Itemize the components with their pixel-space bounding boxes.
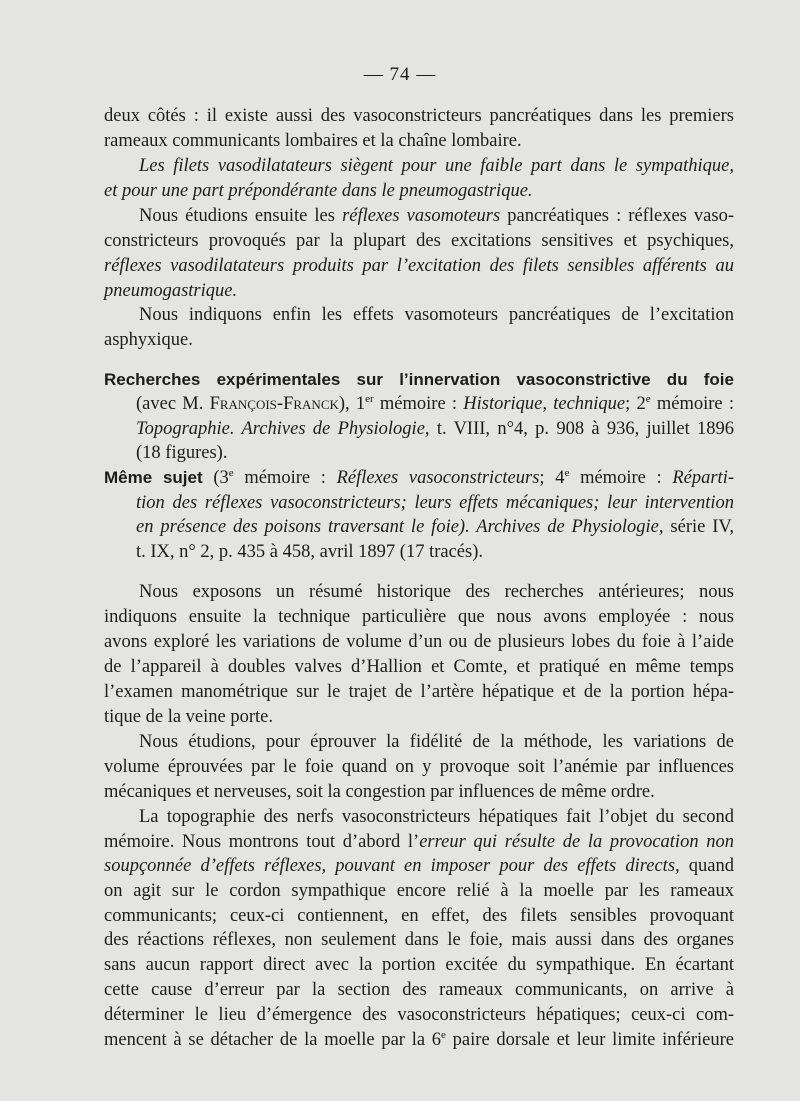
text-segment: (3	[202, 468, 229, 488]
text-segment: e	[441, 1028, 446, 1041]
text-line	[136, 441, 734, 465]
text-segment: communicants; ceux-ci contiennent, en effet, des filets sensibles provoquant	[104, 906, 734, 926]
text-line	[136, 540, 734, 564]
text-segment: on agit sur le cordon sympathique encore relié à la moelle par les rameaux	[104, 881, 734, 901]
text-line	[104, 605, 734, 629]
text-segment: Topographie. Archives de Physiologie,	[136, 419, 430, 439]
text-segment: Historique, technique	[463, 394, 626, 414]
text-segment: constricteurs provoqués par la plupart des excitations sensitives et psychiques,	[104, 231, 734, 251]
text-segment: Même sujet	[104, 468, 203, 487]
text-segment: rameaux communicants lombaires et la chaîne lombaire.	[104, 131, 522, 151]
text-segment: l’examen manométrique sur le trajet de l’artère hépatique et de la portion hépa-	[104, 682, 734, 702]
text-segment: Réflexes vasoconstricteurs	[336, 468, 540, 488]
text-segment: pneumogastrique.	[104, 281, 238, 301]
text-line	[104, 179, 734, 203]
text-segment: ; 4	[539, 468, 565, 488]
text-segment: déterminer le lieu d’émergence des vasoconstricteurs hépatiques; ceux-ci com-	[104, 1005, 734, 1025]
text-segment: en présence des poisons traversant le foie). Archives de Physiologie,	[136, 517, 664, 537]
text-line	[139, 204, 734, 228]
text-segment: Réparti-	[672, 468, 734, 488]
text-segment: mémoire :	[650, 394, 734, 414]
text-segment: série IV,	[663, 517, 735, 537]
text-line	[104, 104, 734, 128]
text-line	[104, 328, 734, 352]
text-segment: er	[365, 392, 374, 405]
text-line	[136, 417, 734, 441]
text-segment: tion des réflexes vasoconstricteurs; leurs effets mécaniques; leur intervention	[136, 493, 734, 513]
text-line	[139, 580, 734, 604]
text-line	[104, 680, 734, 704]
text-segment: asphyxique.	[104, 330, 193, 350]
text-segment: t. VIII, n°4, p. 908 à 936, juillet 1896	[429, 419, 734, 439]
text-segment: pancréatiques : réflexes vaso-	[500, 206, 735, 226]
text-segment: Les filets vasodilatateurs siègent pour une faible part dans le sympathique,	[139, 156, 734, 176]
text-segment: e	[645, 392, 651, 405]
text-line	[139, 805, 734, 829]
text-segment: mémoire :	[569, 468, 673, 488]
text-segment: (avec M.	[136, 394, 210, 414]
text-line	[104, 879, 734, 903]
text-segment: François-Franck	[209, 394, 339, 414]
text-segment: des réactions réflexes, non seulement dans le foie, mais aussi dans des organes	[104, 930, 734, 950]
text-line	[104, 780, 734, 804]
text-line	[136, 392, 734, 416]
text-line	[139, 730, 734, 754]
text-segment: ; 2	[625, 394, 646, 414]
text-segment: de l’appareil à doubles valves d’Hallion et Comte, et pratiqué en même temps	[104, 657, 734, 677]
text-line	[104, 830, 734, 854]
text-segment: quand	[679, 856, 734, 876]
text-segment: Recherches expérimentales sur l’innervation vasoconstrictive du foie	[104, 370, 734, 389]
text-segment: sans aucun rapport direct avec la portion excitée du sympathique. En écartant	[104, 955, 734, 975]
text-segment: mémoire. Nous montrons tout d’abord l’	[104, 832, 420, 852]
text-segment: e	[228, 466, 234, 479]
text-line	[104, 705, 734, 729]
text-line	[104, 466, 734, 490]
text-line	[136, 491, 734, 515]
text-segment: tique de la veine porte.	[104, 707, 274, 727]
text-line	[139, 154, 734, 178]
text-line	[104, 854, 734, 878]
text-line	[104, 1028, 734, 1052]
text-segment: Nous indiquons enfin les effets vasomoteurs pancréatiques de l’excitation	[139, 305, 734, 325]
text-segment: avons exploré les variations de volume d’un ou de plusieurs lobes du foie à l’aide	[104, 632, 734, 652]
text-segment: Nous exposons un résumé historique des recherches antérieures; nous	[139, 582, 734, 602]
text-segment: paire dorsale et leur limite inférieure	[445, 1030, 734, 1050]
text-segment: mécaniques et nerveuses, soit la congestion par influences de même ordre.	[104, 782, 655, 802]
text-segment: soupçonnée d’effets réflexes, pouvant en imposer pour des effets directs,	[104, 856, 680, 876]
text-line	[104, 229, 734, 253]
text-segment: t. IX, n° 2, p. 435 à 458, avril 1897 (17 tracés).	[136, 542, 484, 562]
text-segment: cette cause d’erreur par la section des rameaux communicants, on arrive à	[104, 980, 734, 1000]
text-segment: ), 1	[338, 394, 366, 414]
text-line	[104, 254, 734, 278]
text-line	[104, 755, 734, 779]
text-segment: et pour une part prépondérante dans le pneumogastrique.	[104, 181, 533, 201]
text-segment: mencent à se détacher de la moelle par la 6	[104, 1030, 442, 1050]
text-line	[104, 953, 734, 977]
text-line	[104, 630, 734, 654]
text-segment: (18 figures).	[136, 443, 228, 463]
text-line	[139, 303, 734, 327]
text-segment: Nous étudions, pour éprouver la fidélité de la méthode, les variations de	[139, 732, 734, 752]
text-segment: deux côtés : il existe aussi des vasoconstricteurs pancréatiques dans les premiers	[104, 106, 734, 126]
text-line	[136, 515, 734, 539]
text-segment: Nous étudions ensuite les	[139, 206, 343, 226]
text-segment: réflexes vasodilatateurs produits par l’excitation des filets sensibles afférents au	[104, 256, 734, 276]
text-segment: mémoire :	[233, 468, 337, 488]
text-segment: réflexes vasomoteurs	[342, 206, 501, 226]
text-segment: erreur qui résulte de la provocation non	[419, 832, 734, 852]
text-segment: e	[564, 466, 570, 479]
text-line	[104, 1003, 734, 1027]
text-line	[104, 279, 734, 303]
text-line	[104, 904, 734, 928]
text-line	[104, 928, 734, 952]
text-segment: volume éprouvées par le foie quand on y provoque soit l’anémie par influences	[104, 757, 734, 777]
text-line	[104, 978, 734, 1002]
text-segment: La topographie des nerfs vasoconstricteurs hépatiques fait l’objet du second	[139, 807, 734, 827]
text-segment: indiquons ensuite la technique particulière que nous avons employée : nous	[104, 607, 734, 627]
text-line	[104, 129, 734, 153]
text-segment: mémoire :	[373, 394, 464, 414]
text-line	[104, 655, 734, 679]
page-number: — 74 —	[363, 64, 437, 85]
text-line	[104, 368, 734, 392]
